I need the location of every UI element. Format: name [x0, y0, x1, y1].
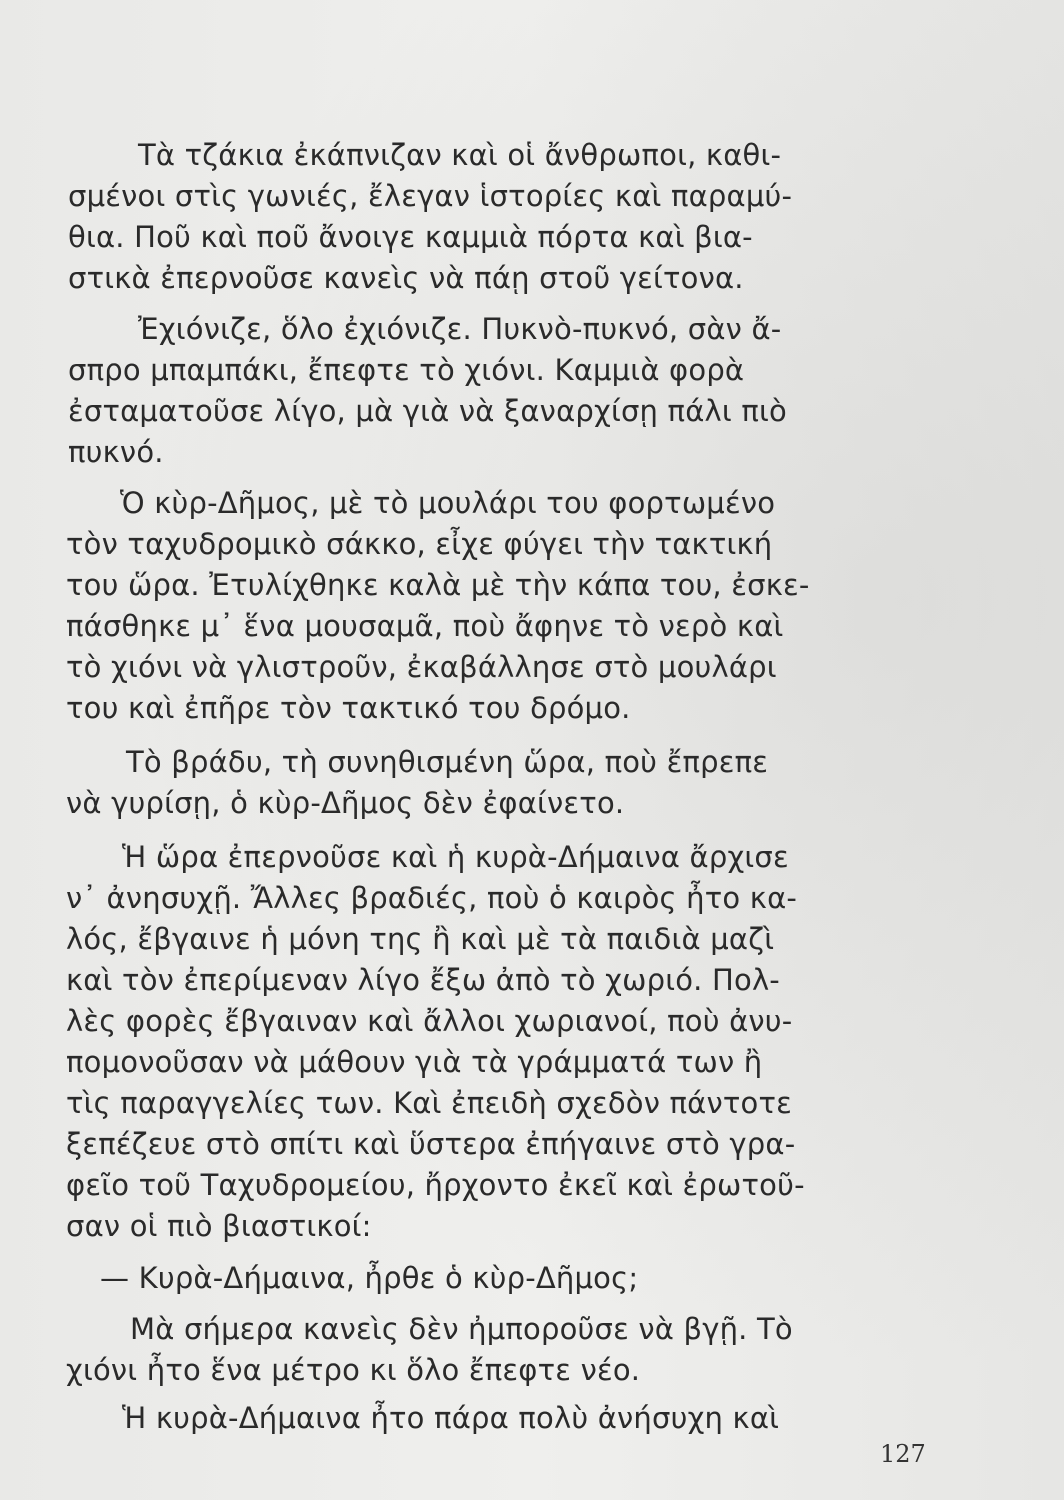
text-line: τὸ χιόνι νὰ γλιστροῦν, ἐκαβάλλησε στὸ μουλάρι — [66, 650, 777, 684]
text-line: του καὶ ἐπῆρε τὸν τακτικό του δρόμο. — [66, 691, 631, 725]
text-line: Ὁ κὺρ-Δῆμος, μὲ τὸ μουλάρι του φορτωμένο — [120, 486, 776, 520]
text-line: — Κυρὰ-Δήμαινα, ἦρθε ὁ κὺρ-Δῆμος; — [100, 1261, 639, 1295]
text-line: Τὸ βράδυ, τὴ συνηθισμένη ὥρα, ποὺ ἔπρεπε — [126, 745, 769, 779]
text-line: σπρο μπαμπάκι, ἔπεφτε τὸ χιόνι. Καμμιὰ φορὰ — [68, 353, 745, 387]
text-line: Ἡ κυρὰ-Δήμαινα ἦτο πάρα πολὺ ἀνήσυχη καὶ — [122, 1401, 780, 1435]
text-line: λὲς φορὲς ἔβγαιναν καὶ ἄλλοι χωριανοί, ποὺ ἀνυ- — [66, 1004, 793, 1038]
text-line: Ἐχιόνιζε, ὅλο ἐχιόνιζε. Πυκνὸ-πυκνό, σὰν ἄ- — [138, 312, 782, 346]
text-line: θια. Ποῦ καὶ ποῦ ἄνοιγε καμμιὰ πόρτα καὶ βια- — [68, 220, 753, 254]
text-line: τὶς παραγγελίες των. Καὶ ἐπειδὴ σχεδὸν πάντοτε — [66, 1086, 793, 1120]
text-line: νὰ γυρίσῃ, ὁ κὺρ-Δῆμος δὲν ἐφαίνετο. — [66, 786, 625, 820]
text-line: λός, ἔβγαινε ἡ μόνη της ἢ καὶ μὲ τὰ παιδιὰ μαζὶ — [66, 922, 775, 956]
text-line: Τὰ τζάκια ἐκάπνιζαν καὶ οἱ ἄνθρωποι, καθι- — [138, 138, 782, 172]
text-line: του ὥρα. Ἐτυλίχθηκε καλὰ μὲ τὴν κάπα του, ἐσκε- — [66, 568, 810, 602]
text-line: ἐσταματοῦσε λίγο, μὰ γιὰ νὰ ξαναρχίσῃ πάλι πιὸ — [68, 394, 787, 428]
text-line: σμένοι στὶς γωνιές, ἔλεγαν ἱστορίες καὶ παραμύ- — [68, 179, 793, 213]
text-line: πυκνό. — [68, 435, 164, 469]
page-number: 127 — [880, 1440, 926, 1468]
text-line: Μὰ σήμερα κανεὶς δὲν ἠμποροῦσε νὰ βγῇ. Τὸ — [130, 1312, 793, 1346]
text-line: στικὰ ἐπερνοῦσε κανεὶς νὰ πάῃ στοῦ γείτονα. — [68, 261, 744, 295]
text-line: πομονοῦσαν νὰ μάθουν γιὰ τὰ γράμματά των ἢ — [66, 1045, 763, 1079]
text-line: ν᾿ ἀνησυχῇ. Ἄλλες βραδιές, ποὺ ὁ καιρὸς ἦτο κα- — [66, 881, 798, 915]
text-line: Ἡ ὥρα ἐπερνοῦσε καὶ ἡ κυρὰ-Δήμαινα ἄρχισε — [122, 840, 789, 874]
text-line: χιόνι ἦτο ἕνα μέτρο κι ὅλο ἔπεφτε νέο. — [66, 1353, 641, 1387]
text-line: σαν οἱ πιὸ βιαστικοί: — [66, 1209, 372, 1243]
text-line: ξεπέζευε στὸ σπίτι καὶ ὕστερα ἐπήγαινε στὸ γρα- — [66, 1127, 796, 1161]
text-line: τὸν ταχυδρομικὸ σάκκο, εἶχε φύγει τὴν τακτική — [66, 527, 773, 561]
text-line: φεῖο τοῦ Ταχυδρομείου, ἤρχοντο ἐκεῖ καὶ ἐρωτοῦ- — [66, 1168, 805, 1202]
text-line: καὶ τὸν ἐπερίμεναν λίγο ἔξω ἀπὸ τὸ χωριό. Πολ- — [66, 963, 780, 997]
text-line: πάσθηκε μ᾿ ἕνα μουσαμᾶ, ποὺ ἄφηνε τὸ νερὸ καὶ — [66, 609, 784, 643]
